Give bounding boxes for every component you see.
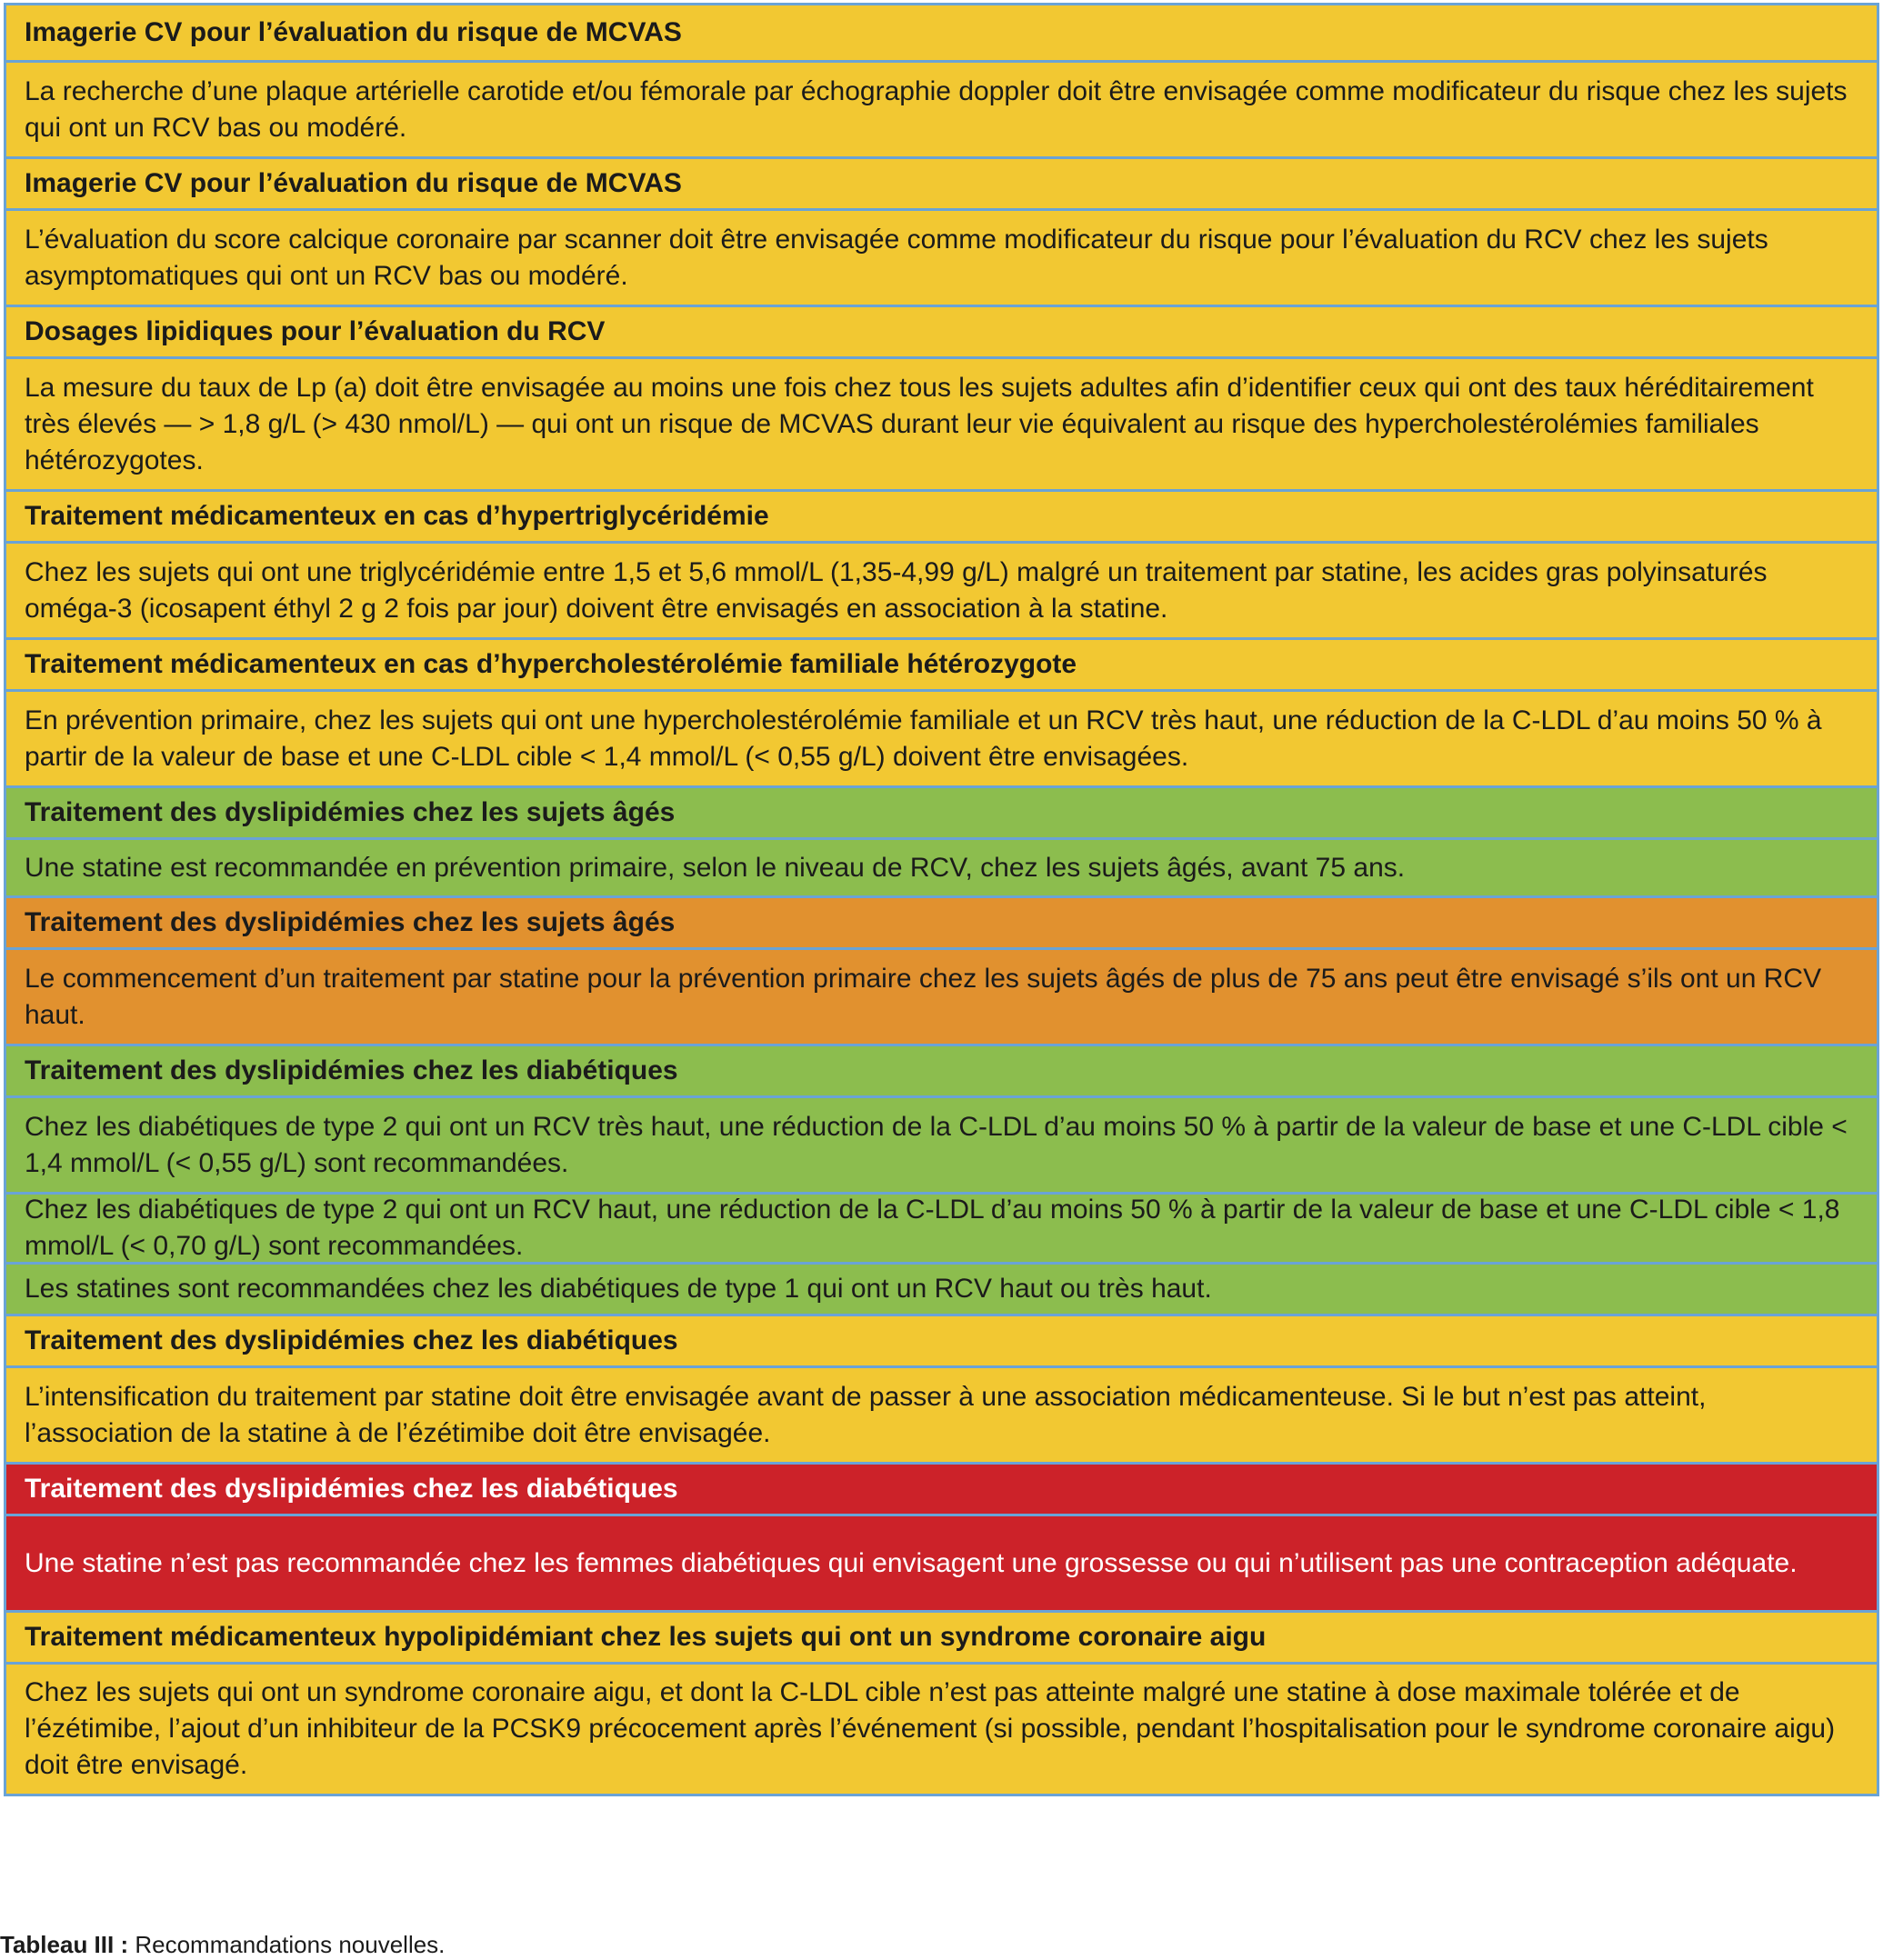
recommendation-row: Chez les diabétiques de type 2 qui ont un RCV haut, une réduction de la C-LDL d’au moins 50 % à partir de la valeur de base et une C-LDL cible < 1,8 mmol/L (< 0,70 g/L) sont recommandées. — [6, 1192, 1877, 1262]
section-heading-row: Traitement des dyslipidémies chez les sujets âgés — [6, 785, 1877, 837]
recommendation-row: La mesure du taux de Lp (a) doit être envisagée au moins une fois chez tous les sujets adultes afin d’identifier ceux qui ont des taux héréditairement très élevés — > 1,8 g/L (> 430 nmol/L) — qui ont un risque de MCVAS durant leur vie équivalent au risque des hypercholestérolémies familiales hétérozygotes. — [6, 356, 1877, 489]
section-heading-row: Imagerie CV pour l’évaluation du risque de MCVAS — [6, 5, 1877, 60]
recommendation-row: Le commencement d’un traitement par statine pour la prévention primaire chez les sujets âgés de plus de 75 ans peut être envisagé s’ils ont un RCV haut. — [6, 947, 1877, 1044]
recommendation-row: L’évaluation du score calcique coronaire par scanner doit être envisagée comme modificateur du risque pour l’évaluation du RCV chez les sujets asymptomatiques qui ont un RCV bas ou modéré. — [6, 208, 1877, 305]
caption-label: Tableau III : — [0, 1931, 129, 1958]
recommendation-row: L’intensification du traitement par statine doit être envisagée avant de passer à une association médicamenteuse. Si le but n’est pas atteint, l’association de la statine à de l’ézétimibe doit être envisagée. — [6, 1365, 1877, 1462]
section-heading-row: Traitement médicamenteux en cas d’hypercholestérolémie familiale hétérozygote — [6, 637, 1877, 689]
recommendation-row: En prévention primaire, chez les sujets qui ont une hypercholestérolémie familiale et un RCV très haut, une réduction de la C-LDL d’au moins 50 % à partir de la valeur de base et une C-LDL cible < 1,4 mmol/L (< 0,55 g/L) doivent être envisagées. — [6, 689, 1877, 785]
recommendation-row: Une statine n’est pas recommandée chez les femmes diabétiques qui envisagent une grossesse ou qui n’utilisent pas une contraception adéquate. — [6, 1514, 1877, 1610]
table-caption — [0, 1929, 445, 1960]
recommendation-row: La recherche d’une plaque artérielle carotide et/ou fémorale par échographie doppler doit être envisagée comme modificateur du risque chez les sujets qui ont un RCV bas ou modéré. — [6, 60, 1877, 156]
recommendation-row: Chez les sujets qui ont un syndrome coronaire aigu, et dont la C-LDL cible n’est pas atteinte malgré une statine à dose maximale tolérée et de l’ézétimibe, l’ajout d’un inhibiteur de la PCSK9 précocement après l’événement (si possible, pendant l’hospitalisation pour le syndrome coronaire aigu) doit être envisagé. — [6, 1662, 1877, 1794]
section-heading-row: Dosages lipidiques pour l’évaluation du RCV — [6, 305, 1877, 356]
recommendation-row: Les statines sont recommandées chez les diabétiques de type 1 qui ont un RCV haut ou très haut. — [6, 1262, 1877, 1314]
recommendations-table — [4, 3, 1879, 1796]
section-heading-row: Traitement des dyslipidémies chez les sujets âgés — [6, 895, 1877, 947]
recommendation-row: Chez les diabétiques de type 2 qui ont un RCV très haut, une réduction de la C-LDL d’au moins 50 % à partir de la valeur de base et une C-LDL cible < 1,4 mmol/L (< 0,55 g/L) sont recommandées. — [6, 1095, 1877, 1192]
caption-text: Recommandations nouvelles. — [128, 1931, 446, 1958]
section-heading-row: Traitement des dyslipidémies chez les diabétiques — [6, 1314, 1877, 1365]
section-heading-row: Traitement médicamenteux hypolipidémiant chez les sujets qui ont un syndrome coronaire aigu — [6, 1610, 1877, 1662]
section-heading-row: Traitement des dyslipidémies chez les diabétiques — [6, 1044, 1877, 1095]
section-heading-row: Traitement des dyslipidémies chez les diabétiques — [6, 1462, 1877, 1514]
section-heading-row: Imagerie CV pour l’évaluation du risque de MCVAS — [6, 156, 1877, 208]
recommendation-row: Chez les sujets qui ont une triglycéridémie entre 1,5 et 5,6 mmol/L (1,35-4,99 g/L) malgré un traitement par statine, les acides gras polyinsaturés oméga-3 (icosapent éthyl 2 g 2 fois par jour) doivent être envisagés en association à la statine. — [6, 541, 1877, 637]
recommendation-row: Une statine est recommandée en prévention primaire, selon le niveau de RCV, chez les sujets âgés, avant 75 ans. — [6, 837, 1877, 895]
section-heading-row: Traitement médicamenteux en cas d’hypertriglycéridémie — [6, 489, 1877, 541]
